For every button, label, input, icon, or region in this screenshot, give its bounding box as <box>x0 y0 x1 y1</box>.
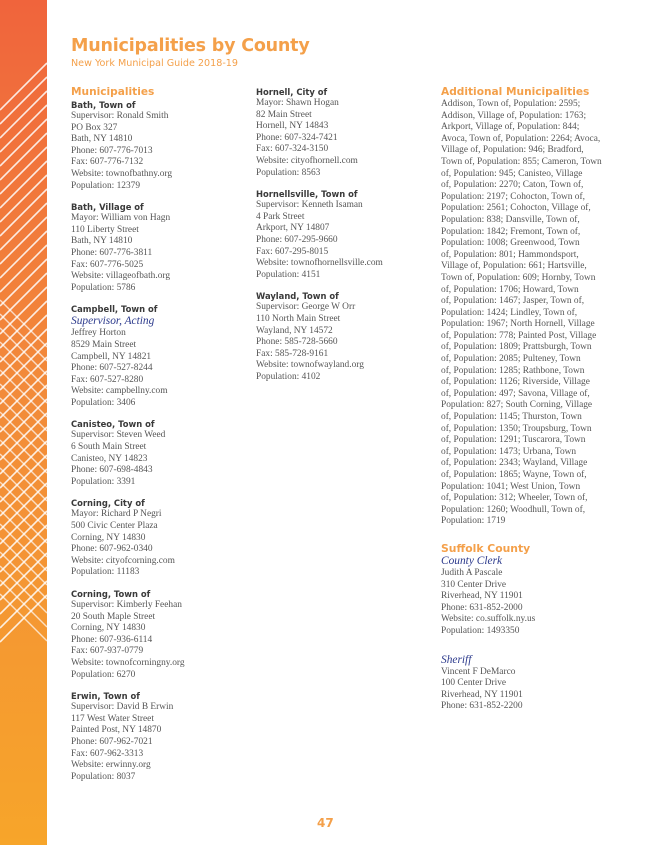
page-number: 47 <box>317 816 334 830</box>
entry-line: Fax: 607-295-8015 <box>256 246 329 257</box>
entry-line: Population: 8563 <box>256 167 321 178</box>
column-municipalities <box>71 86 185 792</box>
column-additional-and-suffolk <box>441 86 609 722</box>
entry-line: Population: 5786 <box>71 282 136 293</box>
entry-line: PO Box 327 <box>71 122 118 133</box>
entry-line: 110 North Main Street <box>256 313 341 324</box>
additional-municipalities-line: of, Population: 801; Hammondsport, <box>441 249 579 260</box>
entry-line: Supervisor: George W Orr <box>256 302 356 313</box>
entry-line: 20 South Maple Street <box>71 611 156 622</box>
additional-municipalities-line: Population: 1041; West Union, Town <box>441 481 581 492</box>
entry-line: Website: cityofhornell.com <box>256 155 358 166</box>
entry-line: Bath, NY 14810 <box>71 236 133 247</box>
entry-name: Corning, Town of <box>71 589 151 599</box>
column-municipalities-continued <box>256 86 383 392</box>
entry-line: 4 Park Street <box>256 211 305 222</box>
entry-line: Corning, NY 14830 <box>71 532 146 543</box>
entry-line: Campbell, NY 14821 <box>71 351 152 362</box>
entry-line: Painted Post, NY 14870 <box>71 725 162 736</box>
additional-municipalities-line: of, Population: 1865; Wayne, Town of, <box>441 470 587 480</box>
section-heading-suffolk-county: Suffolk County <box>441 541 531 555</box>
entry-line: Phone: 607-324-7421 <box>256 132 338 143</box>
entry-line: Website: townofwayland.org <box>256 360 364 371</box>
lattice-pattern-icon <box>0 0 47 845</box>
entry-line: Website: townofbathny.org <box>71 168 173 179</box>
entry-line: Website: erwinny.org <box>71 760 151 771</box>
entry-suffolk-sheriff <box>441 654 609 713</box>
additional-municipalities-line: of, Population: 1126; Riverside, Village <box>441 377 590 388</box>
entry-line: Population: 11183 <box>71 567 140 578</box>
entry-hornellsville-town <box>256 188 383 281</box>
entry-line: 6 South Main Street <box>71 442 147 453</box>
additional-municipalities-line: of, Population: 2085; Pulteney, Town <box>441 354 581 365</box>
entry-bath-village <box>71 201 185 294</box>
entry-line: 8529 Main Street <box>71 339 137 350</box>
additional-municipalities-line: of, Population: 2343; Wayland, Village <box>441 458 588 469</box>
entry-line: Wayland, NY 14572 <box>256 325 333 336</box>
entry-line: Website: campbellny.com <box>71 386 168 397</box>
entry-line: 310 Center Drive <box>441 579 507 590</box>
entry-line: Fax: 607-937-0779 <box>71 646 144 657</box>
entry-line: Arkport, NY 14807 <box>256 223 330 234</box>
entry-canisteo-town <box>71 418 185 488</box>
entry-campbell-town <box>71 303 185 409</box>
entry-name: Corning, City of <box>71 498 145 509</box>
role-title: County Clerk <box>441 554 503 567</box>
entry-line: Vincent F DeMarco <box>441 666 516 677</box>
additional-municipalities-line: Arkport, Village of, Population: 844; <box>441 122 580 133</box>
entry-line: Fax: 607-962-3313 <box>71 748 144 759</box>
entry-name: Bath, Village of <box>71 202 144 213</box>
additional-municipalities-line: Population: 1967; North Hornell, Village <box>441 319 595 330</box>
entry-line: Supervisor: Steven Weed <box>71 430 166 441</box>
entry-line: Mayor: Shawn Hogan <box>256 98 339 108</box>
entry-line: Fax: 607-527-8280 <box>71 374 144 385</box>
entry-line: Corning, NY 14830 <box>71 623 146 634</box>
additional-municipalities-line: Addison, Town of, Population: 2595; <box>441 99 581 109</box>
entry-line: Phone: 607-936-6114 <box>71 634 153 645</box>
entry-name: Wayland, Town of <box>256 291 339 302</box>
entry-name: Canisteo, Town of <box>71 419 155 430</box>
entry-hornell-city <box>256 86 383 179</box>
decorative-sidebar <box>0 0 47 845</box>
page-subtitle: New York Municipal Guide 2018-19 <box>71 58 239 69</box>
additional-municipalities-line: Population: 1008; Greenwood, Town <box>441 238 580 249</box>
additional-municipalities-line: Population: 838; Dansville, Town of, <box>441 214 580 225</box>
additional-municipalities-line: of, Population: 1467; Jasper, Town of, <box>441 296 585 307</box>
additional-municipalities-line: Population: 2197; Cohocton, Town of, <box>441 191 585 202</box>
entry-suffolk-county-clerk <box>441 555 609 638</box>
additional-municipalities-line: of, Population: 312; Wheeler, Town of, <box>441 493 588 504</box>
entry-name: Hornellsville, Town of <box>256 189 358 200</box>
entry-line: Population: 4151 <box>256 269 321 280</box>
additional-municipalities-line: Town of, Population: 609; Hornby, Town <box>441 272 596 283</box>
entry-corning-town <box>71 588 185 681</box>
entry-line: Population: 3391 <box>71 476 136 487</box>
entry-line: Population: 12379 <box>71 180 141 191</box>
additional-municipalities-line: of, Population: 778; Painted Post, Village <box>441 330 597 341</box>
section-heading-additional-municipalities: Additional Municipalities <box>441 86 590 98</box>
additional-municipalities-line: Village of, Population: 946; Bradford, <box>441 145 584 156</box>
additional-municipalities-line: of, Population: 1706; Howard, Town <box>441 284 579 295</box>
entry-line: 110 Liberty Street <box>71 224 139 235</box>
entry-line: Bath, NY 14810 <box>71 134 133 145</box>
entry-name: Hornell, City of <box>256 87 328 97</box>
entry-line: Website: cityofcorning.com <box>71 555 175 566</box>
additional-municipalities-line: Addison, Village of, Population: 1763; <box>441 110 587 121</box>
entry-line: Website: villageofbath.org <box>71 271 171 282</box>
entry-line: Fax: 585-728-9161 <box>256 348 329 359</box>
entry-line: Population: 4102 <box>256 371 321 382</box>
entry-line: Phone: 607-776-3811 <box>71 247 153 258</box>
entry-line: Mayor: Richard P Negri <box>71 509 162 520</box>
entry-line: Fax: 607-776-5025 <box>71 259 144 270</box>
additional-municipalities-line: Population: 1424; Lindley, Town of, <box>441 307 578 318</box>
entry-line: Supervisor: Kenneth Isaman <box>256 200 363 211</box>
additional-municipalities-line: of, Population: 1473; Urbana, Town <box>441 446 577 457</box>
additional-municipalities-line: Avoca, Town of, Population: 2264; Avoca, <box>441 133 601 144</box>
entry-line: Phone: 607-295-9660 <box>256 234 338 245</box>
entry-line: Supervisor: Kimberly Feehan <box>71 600 182 610</box>
entry-line: Website: townofhornellsville.com <box>256 258 383 269</box>
entry-line: Mayor: William von Hagn <box>71 213 171 224</box>
additional-municipalities-line: Population: 827; South Corning, Village <box>441 400 593 411</box>
entry-line: Phone: 607-527-8244 <box>71 363 153 374</box>
additional-municipalities-line: Town of, Population: 855; Cameron, Town <box>441 156 602 167</box>
section-heading-municipalities: Municipalities <box>71 86 155 98</box>
additional-municipalities-line: Population: 2561; Cohocton, Village of, <box>441 203 591 214</box>
entry-line: Riverhead, NY 11901 <box>441 591 523 602</box>
entry-erwin-town <box>71 690 185 783</box>
entry-line: Website: co.suffolk.ny.us <box>441 614 536 625</box>
additional-municipalities-line: Population: 1719 <box>441 516 506 527</box>
entry-name: Bath, Town of <box>71 100 136 110</box>
entry-name: Campbell, Town of <box>71 304 158 315</box>
entry-line: Canisteo, NY 14823 <box>71 453 148 464</box>
entry-line: Population: 1493350 <box>441 625 520 636</box>
additional-municipalities-line: of, Population: 1291; Tuscarora, Town <box>441 435 586 446</box>
entry-name: Erwin, Town of <box>71 691 140 702</box>
additional-municipalities-line: Population: 1260; Woodhull, Town of, <box>441 504 586 515</box>
entry-line: Supervisor: David B Erwin <box>71 702 174 713</box>
entry-line: Judith A Pascale <box>441 567 503 578</box>
entry-line: Riverhead, NY 11901 <box>441 689 523 700</box>
entry-line: Phone: 607-698-4843 <box>71 465 153 476</box>
entry-line: 117 West Water Street <box>71 713 154 724</box>
role-title: Supervisor, Acting <box>71 315 155 328</box>
entry-line: Supervisor: Ronald Smith <box>71 111 169 121</box>
entry-line: Phone: 585-728-5660 <box>256 337 338 348</box>
additional-municipalities-line: of, Population: 1145; Thurston, Town <box>441 412 582 423</box>
entry-line: Fax: 607-776-7132 <box>71 157 144 168</box>
entry-corning-city <box>71 497 185 579</box>
additional-municipalities-line: of, Population: 1285; Rathbone, Town <box>441 365 585 376</box>
entry-line: Phone: 631-852-2000 <box>441 602 523 613</box>
entry-line: 100 Center Drive <box>441 678 507 689</box>
entry-line: Jeffrey Horton <box>71 328 126 339</box>
additional-municipalities-line: of, Population: 1809; Prattsburgh, Town <box>441 342 592 353</box>
entry-line: Phone: 607-776-7013 <box>71 145 153 156</box>
entry-bath-town <box>71 99 185 192</box>
additional-municipalities-text <box>441 99 609 528</box>
entry-line: Phone: 607-962-0340 <box>71 544 153 555</box>
entry-line: Fax: 607-324-3150 <box>256 144 329 155</box>
entry-line: 500 Civic Center Plaza <box>71 521 158 532</box>
additional-municipalities-line: of, Population: 945; Canisteo, Village <box>441 168 583 179</box>
entry-wayland-town <box>256 290 383 383</box>
entry-line: Hornell, NY 14843 <box>256 121 329 132</box>
additional-municipalities-line: of, Population: 1350; Troupsburg, Town <box>441 423 592 434</box>
entry-line: Website: townofcorningny.org <box>71 657 185 668</box>
entry-line: Phone: 607-962-7021 <box>71 736 153 747</box>
entry-line: Population: 3406 <box>71 397 136 408</box>
additional-municipalities-line: of, Population: 2270; Caton, Town of, <box>441 180 584 191</box>
entry-line: Population: 8037 <box>71 771 136 782</box>
additional-municipalities-line: of, Population: 497; Savona, Village of, <box>441 388 590 399</box>
additional-municipalities-line: Village of, Population: 661; Hartsville, <box>441 261 587 272</box>
entry-line: 82 Main Street <box>256 109 312 120</box>
role-title: Sheriff <box>441 653 472 666</box>
additional-municipalities-line: Population: 1842; Fremont, Town of, <box>441 226 581 237</box>
page-title: Municipalities by County <box>71 36 310 56</box>
entry-line: Population: 6270 <box>71 669 136 680</box>
entry-line: Phone: 631-852-2200 <box>441 701 523 712</box>
